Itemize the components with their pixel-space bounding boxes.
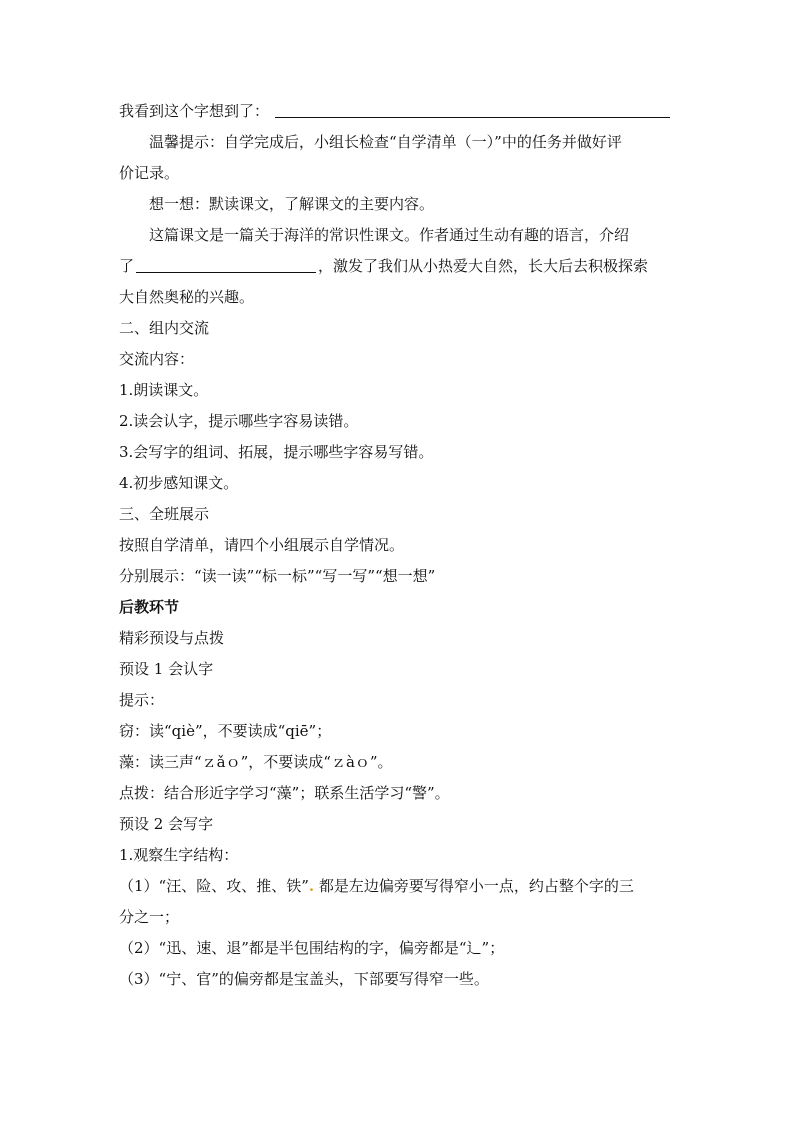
list-item: （3）“宁、官”的偏旁都是宝盖头，下部要写得窄一些。 bbox=[119, 970, 489, 988]
list-item: 3.会写字的组词、拓展，提示哪些字容易写错。 bbox=[119, 443, 434, 461]
list-item: 1.观察生字结构： bbox=[119, 846, 239, 864]
list-item: 1.朗读课文。 bbox=[119, 381, 209, 399]
section-heading: 二、组内交流 bbox=[119, 319, 210, 337]
summary-text-a: 了 bbox=[119, 257, 135, 275]
subheading: 预设 2 会写字 bbox=[119, 815, 214, 833]
summary-line-blank bbox=[119, 251, 679, 282]
text-line bbox=[119, 96, 679, 127]
bold-heading: 后教环节 bbox=[119, 598, 180, 616]
text-line: 藻：读三声“ｚǎｏ”，不要读成“ｚàｏ”。 bbox=[119, 753, 393, 771]
summary-line-end: 大自然奥秘的兴趣。 bbox=[119, 288, 255, 306]
tip-line-cont: 价记录。 bbox=[119, 164, 180, 182]
answer-blank[interactable] bbox=[275, 103, 670, 118]
document-body bbox=[119, 96, 679, 995]
section-heading: 三、全班展示 bbox=[119, 505, 210, 523]
list-item: 4.初步感知课文。 bbox=[119, 474, 239, 492]
tip-line: 温馨提示：自学完成后，小组长检查“自学清单（一）”中的任务并做好评 bbox=[149, 133, 622, 151]
highlight-dot: . bbox=[308, 877, 315, 895]
think-line: 想一想：默读课文，了解课文的主要内容。 bbox=[149, 195, 435, 213]
list-item: 2.读会认字，提示哪些字容易读错。 bbox=[119, 412, 359, 430]
list-item: （2）“迅、速、退”都是半包围结构的字，偏旁都是“辶”； bbox=[119, 939, 505, 957]
text-line: 提示： bbox=[119, 691, 165, 709]
text-line: 按照自学清单，请四个小组展示自学情况。 bbox=[119, 536, 405, 554]
structure-text-a: （1）“汪、险、攻、推、铁” bbox=[119, 877, 309, 895]
text-line: 交流内容： bbox=[119, 350, 195, 368]
list-item bbox=[119, 871, 679, 902]
text-line: 窃：读“qiè”，不要读成“qiē”； bbox=[119, 722, 332, 740]
summary-text-b: ，激发了我们从小热爱大自然，长大后去积极探索 bbox=[318, 257, 649, 275]
text-line: 精彩预设与点拨 bbox=[119, 629, 225, 647]
text-line: 点拨：结合形近字学习“藻”；联系生活学习“警”。 bbox=[119, 784, 450, 802]
subheading: 预设 1 会认字 bbox=[119, 660, 214, 678]
structure-text-b: 都是左边偏旁要写得窄小一点，约占整个字的三 bbox=[314, 877, 634, 895]
summary-blank[interactable] bbox=[136, 258, 316, 273]
summary-line: 这篇课文是一篇关于海洋的常识性课文。作者通过生动有趣的语言，介绍 bbox=[149, 226, 630, 244]
text-line: 分之一； bbox=[119, 908, 180, 926]
prompt-text: 我看到这个字想到了： bbox=[119, 102, 270, 120]
text-line: 分别展示：“读一读”“标一标”“写一写”“想一想” bbox=[119, 567, 436, 585]
